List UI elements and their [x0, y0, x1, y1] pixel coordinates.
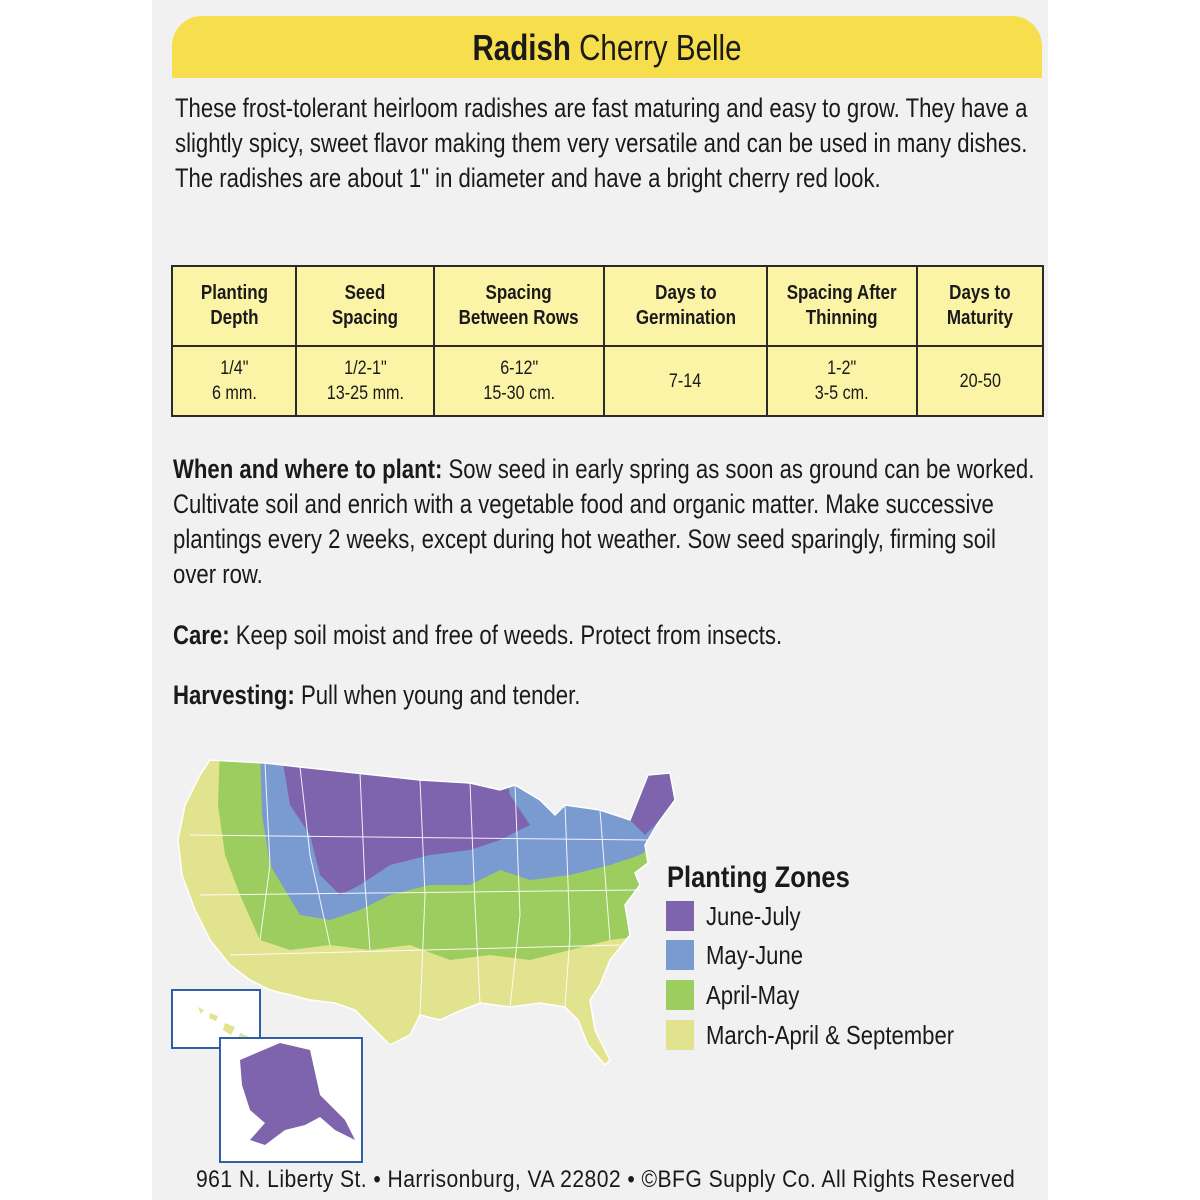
value-row-spacing: 6-12" 15-30 cm. — [434, 346, 604, 416]
header-planting-depth: Planting Depth — [172, 266, 296, 346]
header-seed-spacing: Seed Spacing — [296, 266, 434, 346]
care-label: Care: — [173, 620, 230, 650]
legend-swatch — [666, 901, 694, 931]
value-planting-depth: 1/4" 6 mm. — [172, 346, 296, 416]
value-days-germination: 7-14 — [604, 346, 767, 416]
description: These frost-tolerant heirloom radishes are fast maturing and easy to grow. They have a slightly spicy, sweet flavor making them very versatile and can be used in many dishes. The radishes are about 1" in diameter and have a bright cherry red look. — [175, 93, 1028, 193]
when-where-section — [173, 452, 1042, 592]
value-days-maturity: 20-50 — [917, 346, 1043, 416]
value-thinning-spacing: 1-2" 3-5 cm. — [767, 346, 917, 416]
legend-swatch — [666, 980, 694, 1010]
crop-name: Radish — [472, 27, 571, 68]
harvesting-text: Pull when young and tender. — [294, 680, 581, 710]
legend-label: April-May — [706, 980, 800, 1010]
legend-title: Planting Zones — [667, 861, 850, 894]
care-section — [173, 618, 1042, 653]
legend-swatch — [666, 940, 694, 970]
variety-name: Cherry Belle — [579, 27, 742, 68]
legend-swatch — [666, 1020, 694, 1050]
header-row-spacing: Spacing Between Rows — [434, 266, 604, 346]
page-title — [250, 24, 963, 72]
legend-label: March-April & September — [706, 1020, 955, 1050]
header-days-maturity: Days to Maturity — [917, 266, 1043, 346]
when-where-text: Sow seed in early spring as soon as ground can be worked. Cultivate soil and enrich with a vegetable food and organic matter. Make successive plantings every 2 weeks, except during hot weather. Sow seed sparingly, firming soil over row. — [173, 454, 1035, 589]
planting-specs-table — [171, 265, 1044, 417]
harvesting-section — [173, 678, 1042, 713]
footer-address: 961 N. Liberty St. • Harrisonburg, VA 22802 • ©BFG Supply Co. All Rights Reserved — [196, 1166, 1016, 1193]
header-days-germination: Days to Germination — [604, 266, 767, 346]
care-text: Keep soil moist and free of weeds. Protect from insects. — [229, 620, 783, 650]
value-seed-spacing: 1/2-1" 13-25 mm. — [296, 346, 434, 416]
table-header-row — [172, 266, 1043, 346]
harvesting-label: Harvesting: — [173, 680, 295, 710]
legend-label: June-July — [706, 901, 801, 931]
when-where-label: When and where to plant: — [173, 454, 443, 484]
header-thinning-spacing: Spacing After Thinning — [767, 266, 917, 346]
legend-label: May-June — [706, 940, 804, 970]
planting-zone-map — [170, 745, 690, 1165]
table-value-row — [172, 346, 1043, 416]
